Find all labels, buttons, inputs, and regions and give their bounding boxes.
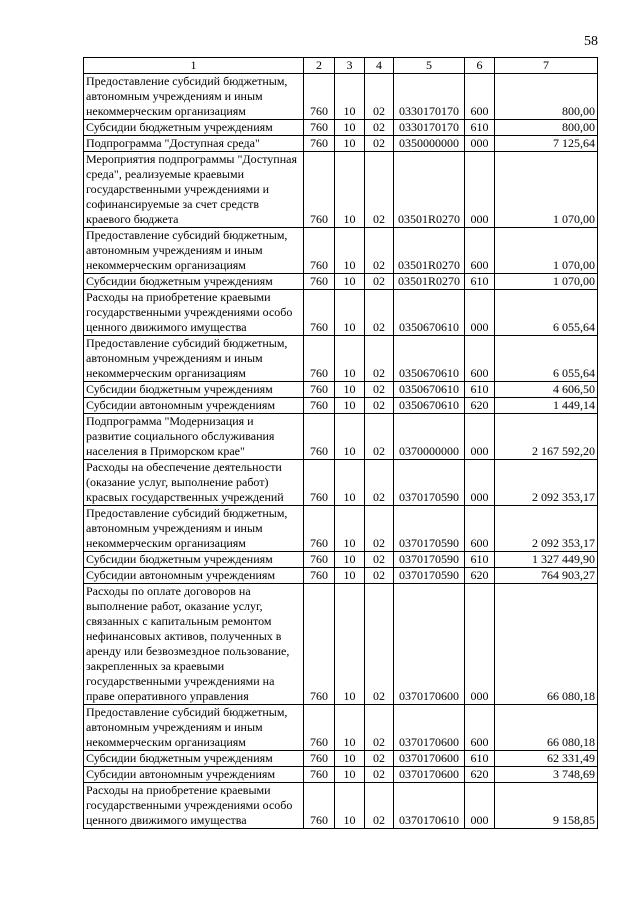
expense-name-cell: Субсидии автономным учреждениям (84, 767, 304, 783)
amount-cell: 2 092 353,17 (495, 506, 598, 552)
amount-cell: 3 748,69 (495, 767, 598, 783)
table-row (84, 382, 598, 398)
ministry-code-cell: 760 (304, 290, 335, 336)
subsection-code-cell: 02 (365, 705, 394, 751)
table-row (84, 74, 598, 120)
column-header: 3 (335, 58, 365, 74)
subsection-code-cell: 02 (365, 74, 394, 120)
target-article-cell: 0330170170 (394, 74, 465, 120)
target-article-cell: 0370000000 (394, 414, 465, 460)
section-code-cell: 10 (335, 783, 365, 829)
section-code-cell: 10 (335, 751, 365, 767)
amount-cell: 800,00 (495, 74, 598, 120)
table-row (84, 552, 598, 568)
expense-name-cell: Расходы по оплате договоров на выполнение работ, оказание услуг, связанных с капитальным ремонтом нефинансовых активов, полученных в аренду или безвозмездное пользование, закрепленных за краевыми государственными учреждениями на праве оперативного управления (84, 584, 304, 705)
table-row (84, 751, 598, 767)
ministry-code-cell: 760 (304, 767, 335, 783)
expense-name-cell: Предоставление субсидий бюджетным, автономным учреждениям и иным некоммерческим организациям (84, 336, 304, 382)
ministry-code-cell: 760 (304, 568, 335, 584)
section-code-cell: 10 (335, 506, 365, 552)
column-header: 6 (465, 58, 495, 74)
section-code-cell: 10 (335, 568, 365, 584)
subsection-code-cell: 02 (365, 552, 394, 568)
amount-cell: 1 327 449,90 (495, 552, 598, 568)
target-article-cell: 0350670610 (394, 382, 465, 398)
table-row (84, 120, 598, 136)
ministry-code-cell: 760 (304, 584, 335, 705)
table-row (84, 460, 598, 506)
target-article-cell: 0350670610 (394, 290, 465, 336)
expense-name-cell: Подпрограмма "Доступная среда" (84, 136, 304, 152)
column-header: 2 (304, 58, 335, 74)
expense-type-cell: 610 (465, 120, 495, 136)
column-header: 5 (394, 58, 465, 74)
target-article-cell: 03501R0270 (394, 274, 465, 290)
expense-name-cell: Предоставление субсидий бюджетным, автономным учреждениям и иным некоммерческим организациям (84, 506, 304, 552)
section-code-cell: 10 (335, 136, 365, 152)
target-article-cell: 0350670610 (394, 398, 465, 414)
table-row (84, 274, 598, 290)
section-code-cell: 10 (335, 152, 365, 228)
amount-cell: 1 070,00 (495, 228, 598, 274)
expense-type-cell: 000 (465, 414, 495, 460)
ministry-code-cell: 760 (304, 120, 335, 136)
expense-name-cell: Расходы на приобретение краевыми государственными учреждениями особо ценного движимого имущества (84, 290, 304, 336)
subsection-code-cell: 02 (365, 783, 394, 829)
table-row (84, 783, 598, 829)
table-row (84, 398, 598, 414)
amount-cell: 1 070,00 (495, 274, 598, 290)
amount-cell: 2 092 353,17 (495, 460, 598, 506)
target-article-cell: 0370170600 (394, 584, 465, 705)
section-code-cell: 10 (335, 382, 365, 398)
expense-type-cell: 000 (465, 584, 495, 705)
amount-cell: 9 158,85 (495, 783, 598, 829)
target-article-cell: 0370170590 (394, 506, 465, 552)
section-code-cell: 10 (335, 228, 365, 274)
expense-type-cell: 610 (465, 274, 495, 290)
expense-type-cell: 620 (465, 767, 495, 783)
subsection-code-cell: 02 (365, 398, 394, 414)
expense-type-cell: 610 (465, 382, 495, 398)
ministry-code-cell: 760 (304, 506, 335, 552)
amount-cell: 764 903,27 (495, 568, 598, 584)
section-code-cell: 10 (335, 460, 365, 506)
expense-name-cell: Предоставление субсидий бюджетным, автономным учреждениям и иным некоммерческим организациям (84, 74, 304, 120)
table-header-row (84, 58, 598, 74)
ministry-code-cell: 760 (304, 552, 335, 568)
table-row (84, 506, 598, 552)
ministry-code-cell: 760 (304, 783, 335, 829)
expense-type-cell: 620 (465, 568, 495, 584)
target-article-cell: 03501R0270 (394, 152, 465, 228)
expense-name-cell: Мероприятия подпрограммы "Доступная среда", реализуемые краевыми государственными учреждениями и софинансируемые за счет средств краевого бюджета (84, 152, 304, 228)
section-code-cell: 10 (335, 398, 365, 414)
subsection-code-cell: 02 (365, 460, 394, 506)
subsection-code-cell: 02 (365, 382, 394, 398)
amount-cell: 6 055,64 (495, 336, 598, 382)
expense-type-cell: 000 (465, 136, 495, 152)
table-row (84, 152, 598, 228)
section-code-cell: 10 (335, 74, 365, 120)
expense-type-cell: 620 (465, 398, 495, 414)
target-article-cell: 0350670610 (394, 336, 465, 382)
amount-cell: 66 080,18 (495, 584, 598, 705)
amount-cell: 4 606,50 (495, 382, 598, 398)
table-row (84, 568, 598, 584)
section-code-cell: 10 (335, 705, 365, 751)
section-code-cell: 10 (335, 274, 365, 290)
ministry-code-cell: 760 (304, 398, 335, 414)
ministry-code-cell: 760 (304, 336, 335, 382)
amount-cell: 800,00 (495, 120, 598, 136)
column-header: 7 (495, 58, 598, 74)
target-article-cell: 0330170170 (394, 120, 465, 136)
table-row (84, 414, 598, 460)
expense-name-cell: Субсидии бюджетным учреждениям (84, 274, 304, 290)
expense-type-cell: 000 (465, 783, 495, 829)
expense-type-cell: 610 (465, 751, 495, 767)
page-number: 58 (584, 34, 598, 49)
expense-type-cell: 600 (465, 705, 495, 751)
subsection-code-cell: 02 (365, 336, 394, 382)
subsection-code-cell: 02 (365, 152, 394, 228)
table-row (84, 228, 598, 274)
expense-type-cell: 600 (465, 506, 495, 552)
amount-cell: 66 080,18 (495, 705, 598, 751)
expense-name-cell: Субсидии автономным учреждениям (84, 398, 304, 414)
section-code-cell: 10 (335, 414, 365, 460)
expense-type-cell: 610 (465, 552, 495, 568)
expense-type-cell: 000 (465, 460, 495, 506)
amount-cell: 1 070,00 (495, 152, 598, 228)
expense-type-cell: 000 (465, 290, 495, 336)
section-code-cell: 10 (335, 552, 365, 568)
section-code-cell: 10 (335, 120, 365, 136)
target-article-cell: 03501R0270 (394, 228, 465, 274)
ministry-code-cell: 760 (304, 136, 335, 152)
ministry-code-cell: 760 (304, 152, 335, 228)
expense-name-cell: Расходы на приобретение краевыми государственными учреждениями особо ценного движимого имущества (84, 783, 304, 829)
expense-name-cell: Предоставление субсидий бюджетным, автономным учреждениям и иным некоммерческим организациям (84, 705, 304, 751)
table-row (84, 136, 598, 152)
table-row (84, 767, 598, 783)
ministry-code-cell: 760 (304, 705, 335, 751)
section-code-cell: 10 (335, 767, 365, 783)
target-article-cell: 0370170590 (394, 552, 465, 568)
subsection-code-cell: 02 (365, 290, 394, 336)
amount-cell: 6 055,64 (495, 290, 598, 336)
ministry-code-cell: 760 (304, 274, 335, 290)
target-article-cell: 0350000000 (394, 136, 465, 152)
section-code-cell: 10 (335, 584, 365, 705)
ministry-code-cell: 760 (304, 414, 335, 460)
table-row (84, 705, 598, 751)
amount-cell: 1 449,14 (495, 398, 598, 414)
target-article-cell: 0370170600 (394, 705, 465, 751)
expense-name-cell: Субсидии бюджетным учреждениям (84, 552, 304, 568)
expense-name-cell: Субсидии автономным учреждениям (84, 568, 304, 584)
budget-table (83, 57, 598, 829)
subsection-code-cell: 02 (365, 274, 394, 290)
target-article-cell: 0370170590 (394, 460, 465, 506)
column-header: 1 (84, 58, 304, 74)
expense-name-cell: Субсидии бюджетным учреждениям (84, 751, 304, 767)
subsection-code-cell: 02 (365, 414, 394, 460)
ministry-code-cell: 760 (304, 751, 335, 767)
amount-cell: 2 167 592,20 (495, 414, 598, 460)
expense-type-cell: 600 (465, 74, 495, 120)
section-code-cell: 10 (335, 290, 365, 336)
amount-cell: 62 331,49 (495, 751, 598, 767)
expense-name-cell: Субсидии бюджетным учреждениям (84, 120, 304, 136)
ministry-code-cell: 760 (304, 460, 335, 506)
expense-name-cell: Подпрограмма "Модернизация и развитие социального обслуживания населения в Приморском крае" (84, 414, 304, 460)
ministry-code-cell: 760 (304, 74, 335, 120)
subsection-code-cell: 02 (365, 767, 394, 783)
expense-name-cell: Субсидии бюджетным учреждениям (84, 382, 304, 398)
subsection-code-cell: 02 (365, 568, 394, 584)
expense-name-cell: Расходы на обеспечение деятельности (оказание услуг, выполнение работ) красвых государственных учреждений (84, 460, 304, 506)
expense-type-cell: 600 (465, 336, 495, 382)
expense-type-cell: 600 (465, 228, 495, 274)
ministry-code-cell: 760 (304, 382, 335, 398)
expense-name-cell: Предоставление субсидий бюджетным, автономным учреждениям и иным некоммерческим организациям (84, 228, 304, 274)
table-row (84, 336, 598, 382)
subsection-code-cell: 02 (365, 751, 394, 767)
ministry-code-cell: 760 (304, 228, 335, 274)
table-row (84, 290, 598, 336)
section-code-cell: 10 (335, 336, 365, 382)
column-header: 4 (365, 58, 394, 74)
amount-cell: 7 125,64 (495, 136, 598, 152)
target-article-cell: 0370170600 (394, 767, 465, 783)
subsection-code-cell: 02 (365, 584, 394, 705)
target-article-cell: 0370170600 (394, 751, 465, 767)
subsection-code-cell: 02 (365, 228, 394, 274)
table-row (84, 584, 598, 705)
subsection-code-cell: 02 (365, 136, 394, 152)
subsection-code-cell: 02 (365, 506, 394, 552)
subsection-code-cell: 02 (365, 120, 394, 136)
target-article-cell: 0370170590 (394, 568, 465, 584)
expense-type-cell: 000 (465, 152, 495, 228)
target-article-cell: 0370170610 (394, 783, 465, 829)
